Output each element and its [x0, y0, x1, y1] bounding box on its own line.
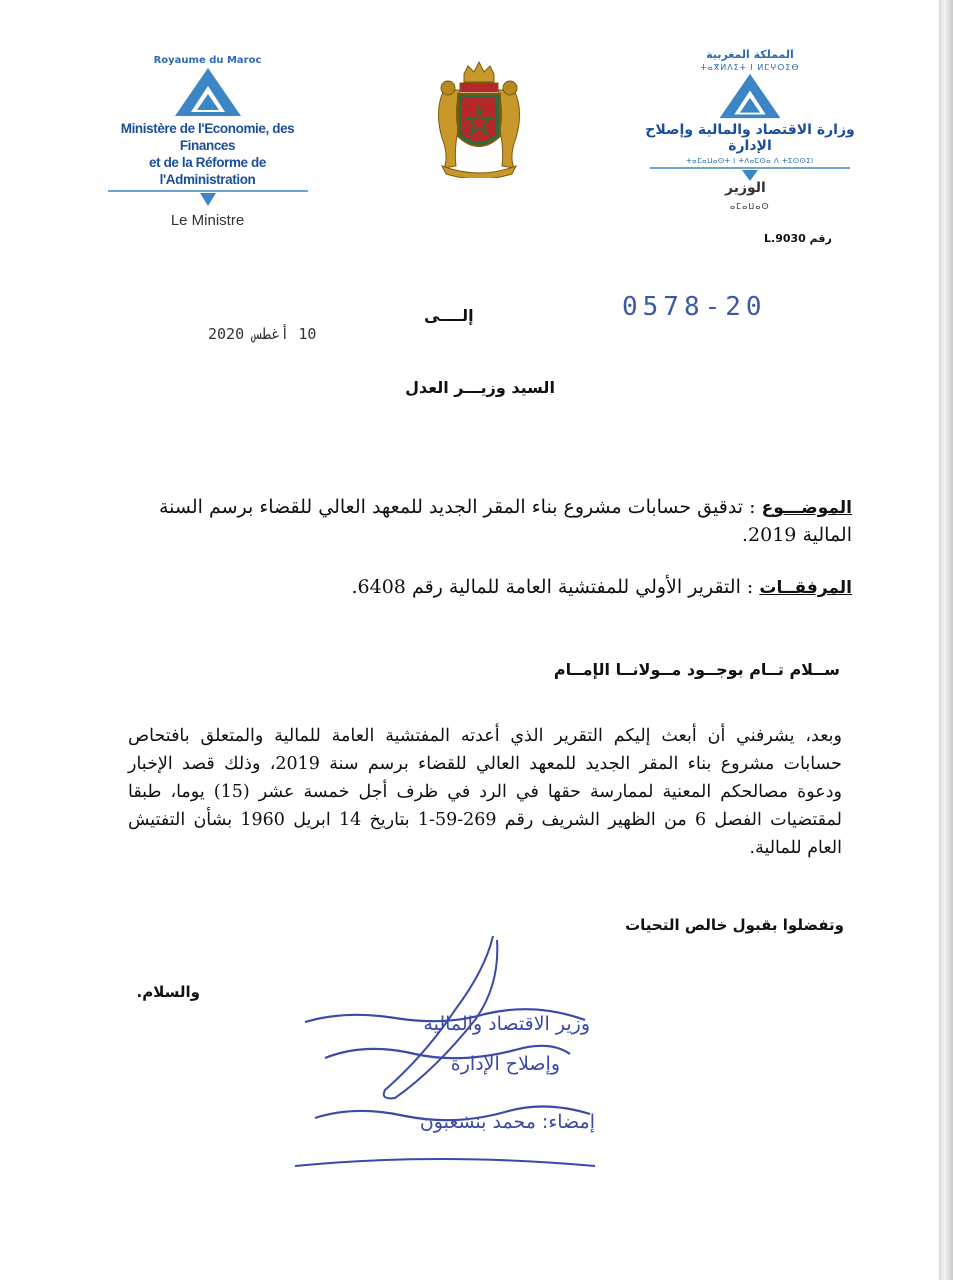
handwritten-signature	[285, 930, 615, 1175]
to-label: إلــــى	[424, 306, 474, 325]
date-stamp: 10 أغطس 2020	[208, 325, 317, 343]
salutation: والسلام.	[136, 983, 200, 1001]
header-left-divider	[108, 188, 308, 208]
ministry-line-1: Ministère de l'Economie, des Finances	[120, 121, 295, 153]
signature-line-2: وإصلاح الإدارة	[450, 1053, 560, 1075]
greeting: ســلام تــام بوجــود مــولانــا الإمــام	[553, 660, 840, 679]
registration-stamp: 0578-20	[622, 292, 767, 322]
subject-label: الموضـــوع	[761, 498, 852, 518]
attachments-label: المرفقــات	[759, 578, 852, 598]
country-tifinagh: ⵜⴰⴳⵍⴷⵉⵜ ⵏ ⵍⵎⵖⵔⵉⴱ	[700, 63, 800, 72]
ministry-name-ar: وزارة الاقتصاد والمالية وإصلاح الإدارة	[645, 122, 855, 154]
ministry-name-fr	[100, 120, 315, 188]
header-right	[640, 48, 860, 187]
reference-number: رقم L.9030	[764, 232, 832, 245]
signature-line-1: وزير الاقتصاد والمالية	[423, 1013, 590, 1035]
minister-title-ar: الوزير	[725, 180, 766, 196]
ministry-line-2: et de la Réforme de l'Administration	[149, 155, 266, 187]
attachments-field	[120, 574, 852, 602]
country-ar: المملكة المغربية	[706, 48, 794, 61]
closing-line: وتفضلوا بقبول خالص التحيات	[625, 916, 844, 934]
ministry-logo-icon-right	[715, 72, 785, 120]
ministry-logo-icon	[173, 66, 243, 118]
attachments-colon: :	[740, 576, 754, 598]
attachments-text: التقرير الأولي للمفتشية العامة للمالية رقم 6408.	[351, 576, 741, 598]
ministry-name-tifinagh: ⵜⴰⵎⴰⵡⴰⵙⵜ ⵏ ⵜⴷⴰⵎⵙⴰ ⴷ ⵜⵉⵙⵙⵉⵏ	[686, 157, 814, 165]
country-fr: Royaume du Maroc	[153, 55, 262, 66]
body-paragraph: وبعد، يشرفني أن أبعث إليكم التقرير الذي أعدته المفتشية العامة للمالية والمتعلق بافتحاص حسابات مشروع بناء المقر الجديد للمعهد العالي للقضاء برسم سنة 2019، وذلك قصد الإخبار ودعوة مصالحكم المعنية لممارسة حقها في الرد في ظرف أجل خمسة عشر (15) يوما، طبقا لمقتضيات الفصل 6 من الظهير الشريف رقم 269-59-1 بتاريخ 14 ابريل 1960 بشأن التفتيش العام للمالية.	[128, 726, 842, 858]
subject-text: تدقيق حسابات مشروع بناء المقر الجديد للمعهد العالي للقضاء برسم السنة المالية 2019.	[158, 496, 852, 546]
header-left	[100, 55, 315, 229]
coat-of-arms-icon	[424, 60, 534, 178]
subject-field	[120, 494, 852, 549]
minister-title-tifinagh: ⴰⵎⴰⵡⴰⵙ	[730, 202, 770, 211]
recipient: السيد وزيـــر العدل	[405, 378, 555, 397]
minister-title-fr: Le Ministre	[170, 212, 245, 229]
subject-colon: :	[743, 496, 756, 518]
signature-line-3: إمضاء: محمد بنشعبون	[419, 1111, 595, 1133]
page-edge	[939, 0, 953, 1280]
